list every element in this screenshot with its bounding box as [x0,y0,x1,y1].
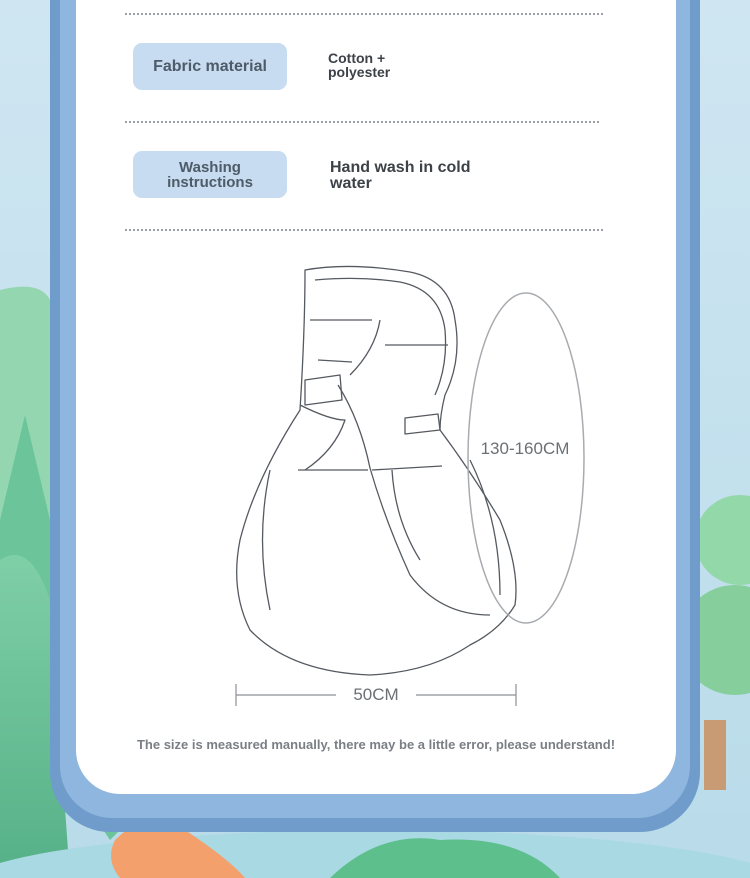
baby-sling-outline [237,266,516,675]
fabric-material-value: Cotton + polyester [328,50,391,80]
washing-instructions-value: Hand wash in cold water [330,159,471,192]
height-measure-ellipse [468,293,584,623]
width-label: 50CM [353,685,399,704]
fabric-material-label: Fabric material [133,43,287,90]
measurement-note: The size is measured manually, there may be a little error, please understand! [136,737,616,752]
washing-instructions-label: Washing instructions [133,151,287,198]
height-label: 130-160CM [480,439,570,458]
